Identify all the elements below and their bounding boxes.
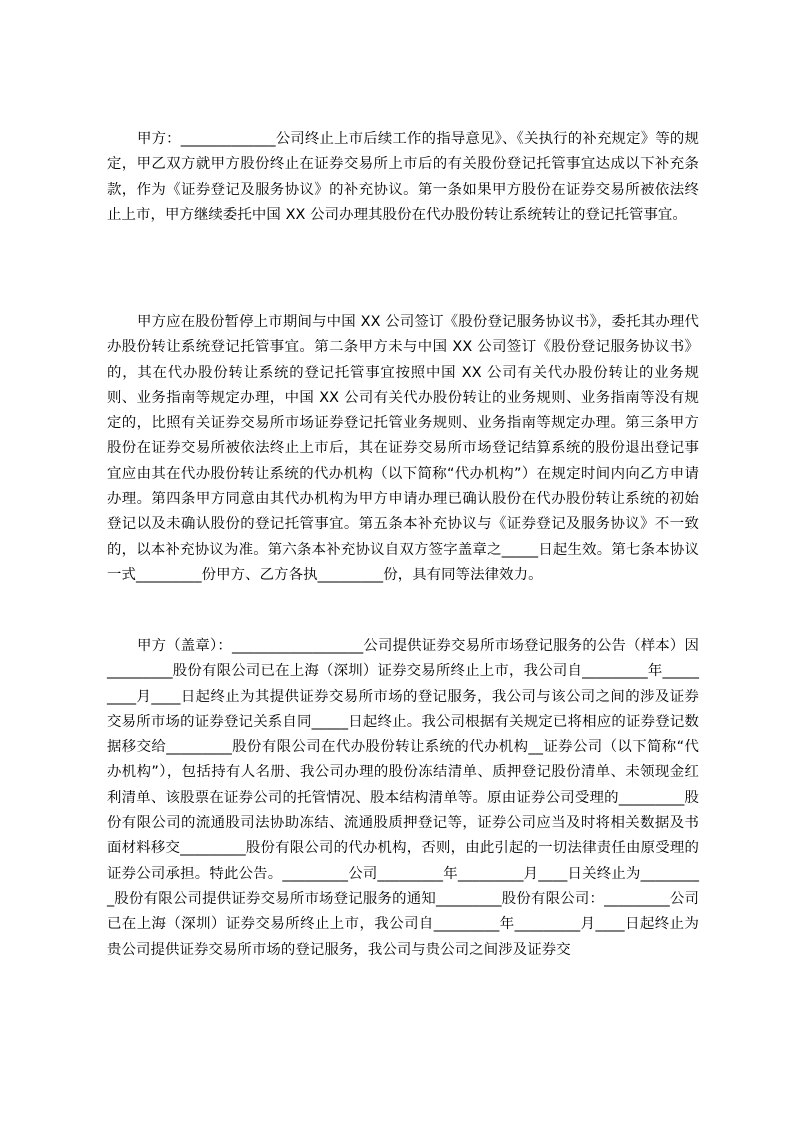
- paragraph-3: 甲方（盖章）：__________________公司提供证券交易所市场登记服务的公告（样本）因_________股份有限公司已在上海（深圳）证券交易所终止上市，我公司自_________年_________月____日起终止为其提供证券交易所市场的登记服务，我公司与该公司之间的涉及证券交易所市场的证券登记关系自同_____日起终止。我公司根据有关规定已将相应的证券登记数据移交给_________股份有限公司在代办股份转让系统的代办机构__证券公司（以下简称“代办机构”），包括持有人名册、我公司办理的股份冻结清单、质押登记股份清单、未领现金红利清单、该股票在证券公司的托管情况、股本结构清单等。原由证券公司受理的_________股份有限公司的流通股司法协助冻结、流通股质押登记等，证券公司应当及时将相关数据及书面材料移交_________股份有限公司的代办机构，否则，由此引起的一切法律责任由原受理的证券公司承担。特此公告。_________公司_________年_________月____日关终止为_________股份有限公司提供证券交易所市场登记服务的通知_________股份有限公司：_________公司已在上海（深圳）证券交易所终止上市，我公司自_________年_________月____日起终止为贵公司提供证券交易所市场的登记服务，我公司与贵公司之间涉及证券交: [107, 638, 699, 958]
- paragraph-1: 甲方：_____________公司终止上市后续工作的指导意见》、《关执行的补充规定》等的规定，甲乙双方就甲方股份终止在证券交易所上市后的有关股份登记托管事宜达成以下补充条款，作为《证券登记及服务协议》的补充协议。第一条如果甲方股份在证券交易所被依法终止上市，甲方继续委托中国 XX 公司办理其股份在代办股份转让系统转让的登记托管事宜。: [107, 131, 699, 223]
- paragraph-2: 甲方应在股份暂停上市期间与中国 XX 公司签订《股份登记服务协议书》，委托其办理代办股份转让系统登记托管事宜。第二条甲方未与中国 XX 公司签订《股份登记服务协议书》的，其在代办股份转让系统的登记托管事宜按照中国 XX 公司有关代办股份转让的业务规则、业务指南等规定办理，中国 XX 公司有关代办股份转让的业务规则、业务指南等没有规定的，比照有关证券交易所市场证券登记托管业务规则、业务指南等规定办理。第三条甲方股份在证券交易所被依法终止上市后，其在证券交易所市场登记结算系统的股份退出登记事宜应由其在代办股份转让系统的代办机构（以下简称“代办机构”）在规定时间内向乙方申请办理。第四条甲方同意由其代办机构为甲方申请办理已确认股份在代办股份转让系统的初始登记以及未确认股份的登记托管事宜。第五条本补充协议与《证券登记及服务协议》不一致的，以本补充协议为准。第六条本补充协议自双方签字盖章之_____日起生效。第七条本协议一式_________份甲方、乙方各执_________份，具有同等法律效力。: [107, 314, 699, 583]
